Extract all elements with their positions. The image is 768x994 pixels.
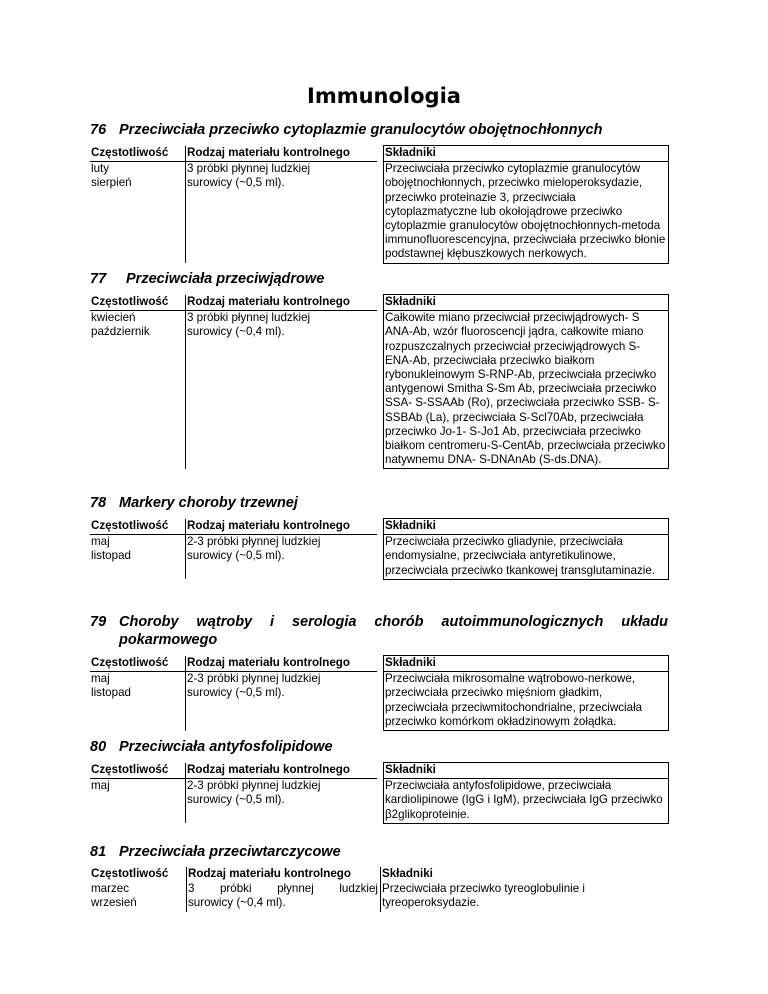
section-title-continued: pokarmowego: [119, 632, 218, 648]
month: listopad: [91, 686, 131, 700]
frequency-cell: [90, 535, 186, 580]
section-number: 78: [90, 495, 107, 511]
col-header-material: Rodzaj materiału kontrolnego: [186, 295, 378, 311]
col-header-frequency: Częstotliwość: [90, 763, 186, 779]
section-heading: [90, 613, 668, 649]
section-table: [90, 762, 669, 824]
section-number: 76: [90, 122, 107, 138]
section-heading: [90, 270, 668, 288]
col-header-material: Rodzaj materiału kontrolnego: [186, 763, 378, 779]
components-cell: Przeciwciała przeciwko cytoplazmie granulocytów obojętnochłonnych, przeciwko mieloperoksydazie, przeciwko proteinazie 3, przeciwciała cytoplazmatyczne lub okołojądrowe przeciwko cytoplazmie granulocytów obojętnochłonnych-metoda immunofluorescencyjna, przeciwciała przeciwko błonie podstawnej kłębuszkowych nerkowych.: [384, 162, 669, 263]
section-number: 80: [90, 739, 107, 755]
frequency-cell: [90, 311, 186, 469]
col-header-components: Składniki: [384, 656, 669, 672]
material-text: 3 próbki płynnej ludzkiej surowicy (~0,5 ml).: [187, 162, 311, 190]
month: marzec: [91, 882, 130, 896]
frequency-cell: [90, 882, 187, 911]
section-79: [90, 613, 668, 731]
col-header-material: Rodzaj materiału kontrolnego: [186, 146, 378, 162]
material-text: 2-3 próbki płynnej ludzkiej surowicy (~0,5 ml).: [187, 672, 321, 700]
col-header-components: Składniki: [384, 146, 669, 162]
frequency-cell: [90, 779, 186, 824]
col-header-components: Składniki: [384, 519, 669, 535]
col-header-frequency: Częstotliwość: [90, 867, 187, 882]
month: luty: [91, 162, 110, 176]
col-header-material: Rodzaj materiału kontrolnego: [186, 656, 378, 672]
section-table: [90, 867, 668, 912]
frequency-cell: [90, 672, 186, 731]
section-title: Przeciwciała przeciwtarczycowe: [119, 844, 341, 860]
components-cell: Całkowite miano przeciwciał przeciwjądrowych- S ANA-Ab, wzór fluoroscencji jądra, całkowite miano rozpuszczalnych przeciwciał przeciwjądrowych S-ENA-Ab, przeciwciała przeciwko białkom rybonukleinowym S-RNP-Ab, przeciwciała przeciwko antygenowi Smitha S-Sm Ab, przeciwciała przeciwko SSA- S-SSAAb (Ro), przeciwciała przeciwko SSB- S-SSBAb (La), przeciwciała S-Scl70Ab, przeciwciała przeciwko Jo-1- S-Jo1 Ab, przeciwciała przeciwko białkom centromeru-S-CentAb, przeciwciała przeciwko natywnemu DNA- S-DNAnAb (S-ds.DNA).: [384, 311, 669, 469]
material-cell: [187, 882, 381, 911]
col-header-frequency: Częstotliwość: [90, 146, 186, 162]
material-text: 2-3 próbki płynnej ludzkiej surowicy (~0,5 ml).: [187, 779, 321, 807]
section-table: [90, 294, 669, 469]
col-header-material: Rodzaj materiału kontrolnego: [188, 867, 351, 880]
section-78: [90, 494, 668, 580]
section-81: [90, 843, 668, 912]
frequency-cell: [90, 162, 186, 263]
components-cell: Przeciwciała przeciwko gliadynie, przeciwciała endomysialne, przeciwciała antyretikulinowe, przeciwciała przeciwko tkankowej transglutaminazie.: [384, 535, 669, 580]
components-cell: Przeciwciała mikrosomalne wątrobowo-nerkowe, przeciwciała przeciwko mięśniom gładkim, przeciwciała przeciwmitochondrialne, przeciwciała przeciwko komórkom okładzinowym żołądka.: [384, 672, 669, 731]
section-title: Choroby wątroby i serologia chorób autoimmunologicznych układu: [119, 614, 668, 630]
month: wrzesień: [91, 896, 137, 910]
col-header-frequency: Częstotliwość: [90, 656, 186, 672]
col-header-frequency: Częstotliwość: [90, 519, 186, 535]
month: maj: [91, 535, 110, 549]
month: maj: [91, 779, 110, 793]
components-cell: Przeciwciała przeciwko tyreoglobulinie i tyreoperoksydazie.: [381, 882, 669, 911]
month: sierpień: [91, 176, 132, 190]
section-table: [90, 655, 669, 731]
material-text-continued: surowicy (~0,4 ml).: [188, 896, 286, 910]
material-text: 3 próbki płynnej ludzkiej surowicy (~0,4 ml).: [187, 311, 311, 339]
section-number: 79: [90, 614, 107, 630]
section-title: Przeciwciała antyfosfolipidowe: [119, 739, 333, 755]
material-cell: [186, 672, 378, 731]
section-table: [90, 145, 669, 264]
section-76: [90, 121, 668, 264]
section-title: Markery choroby trzewnej: [119, 495, 298, 511]
section-heading: [90, 738, 668, 756]
material-text: 2-3 próbki płynnej ludzkiej surowicy (~0,5 ml).: [187, 535, 321, 563]
page-title: Immunologia: [307, 84, 461, 108]
material-text: 3 próbki płynnej ludzkiej: [188, 882, 378, 896]
section-heading: [90, 843, 668, 861]
section-table: [90, 518, 669, 580]
month: październik: [91, 325, 150, 339]
components-cell: Przeciwciała antyfosfolipidowe, przeciwciała kardiolipinowe (IgG i IgM), przeciwciała IgG przeciwko β2glikoproteinie.: [384, 779, 669, 824]
section-title: Przeciwciała przeciwjądrowe: [126, 271, 325, 287]
section-number: 81: [90, 844, 107, 860]
section-title: Przeciwciała przeciwko cytoplazmie granulocytów obojętnochłonnych: [119, 122, 603, 138]
col-header-material: Rodzaj materiału kontrolnego: [186, 519, 378, 535]
section-heading: [90, 121, 668, 139]
col-header-components: Składniki: [381, 867, 669, 882]
month: kwiecień: [91, 311, 136, 325]
col-header-frequency: Częstotliwość: [90, 295, 186, 311]
section-80: [90, 738, 668, 824]
col-header-components: Składniki: [384, 763, 669, 779]
month: listopad: [91, 549, 131, 563]
material-cell: [186, 779, 378, 824]
section-number: 77: [90, 271, 107, 287]
section-heading: [90, 494, 668, 512]
material-cell: [186, 535, 378, 580]
col-header-components: Składniki: [384, 295, 669, 311]
material-cell: [186, 311, 378, 469]
material-cell: [186, 162, 378, 263]
section-77: [90, 270, 668, 469]
month: maj: [91, 672, 110, 686]
